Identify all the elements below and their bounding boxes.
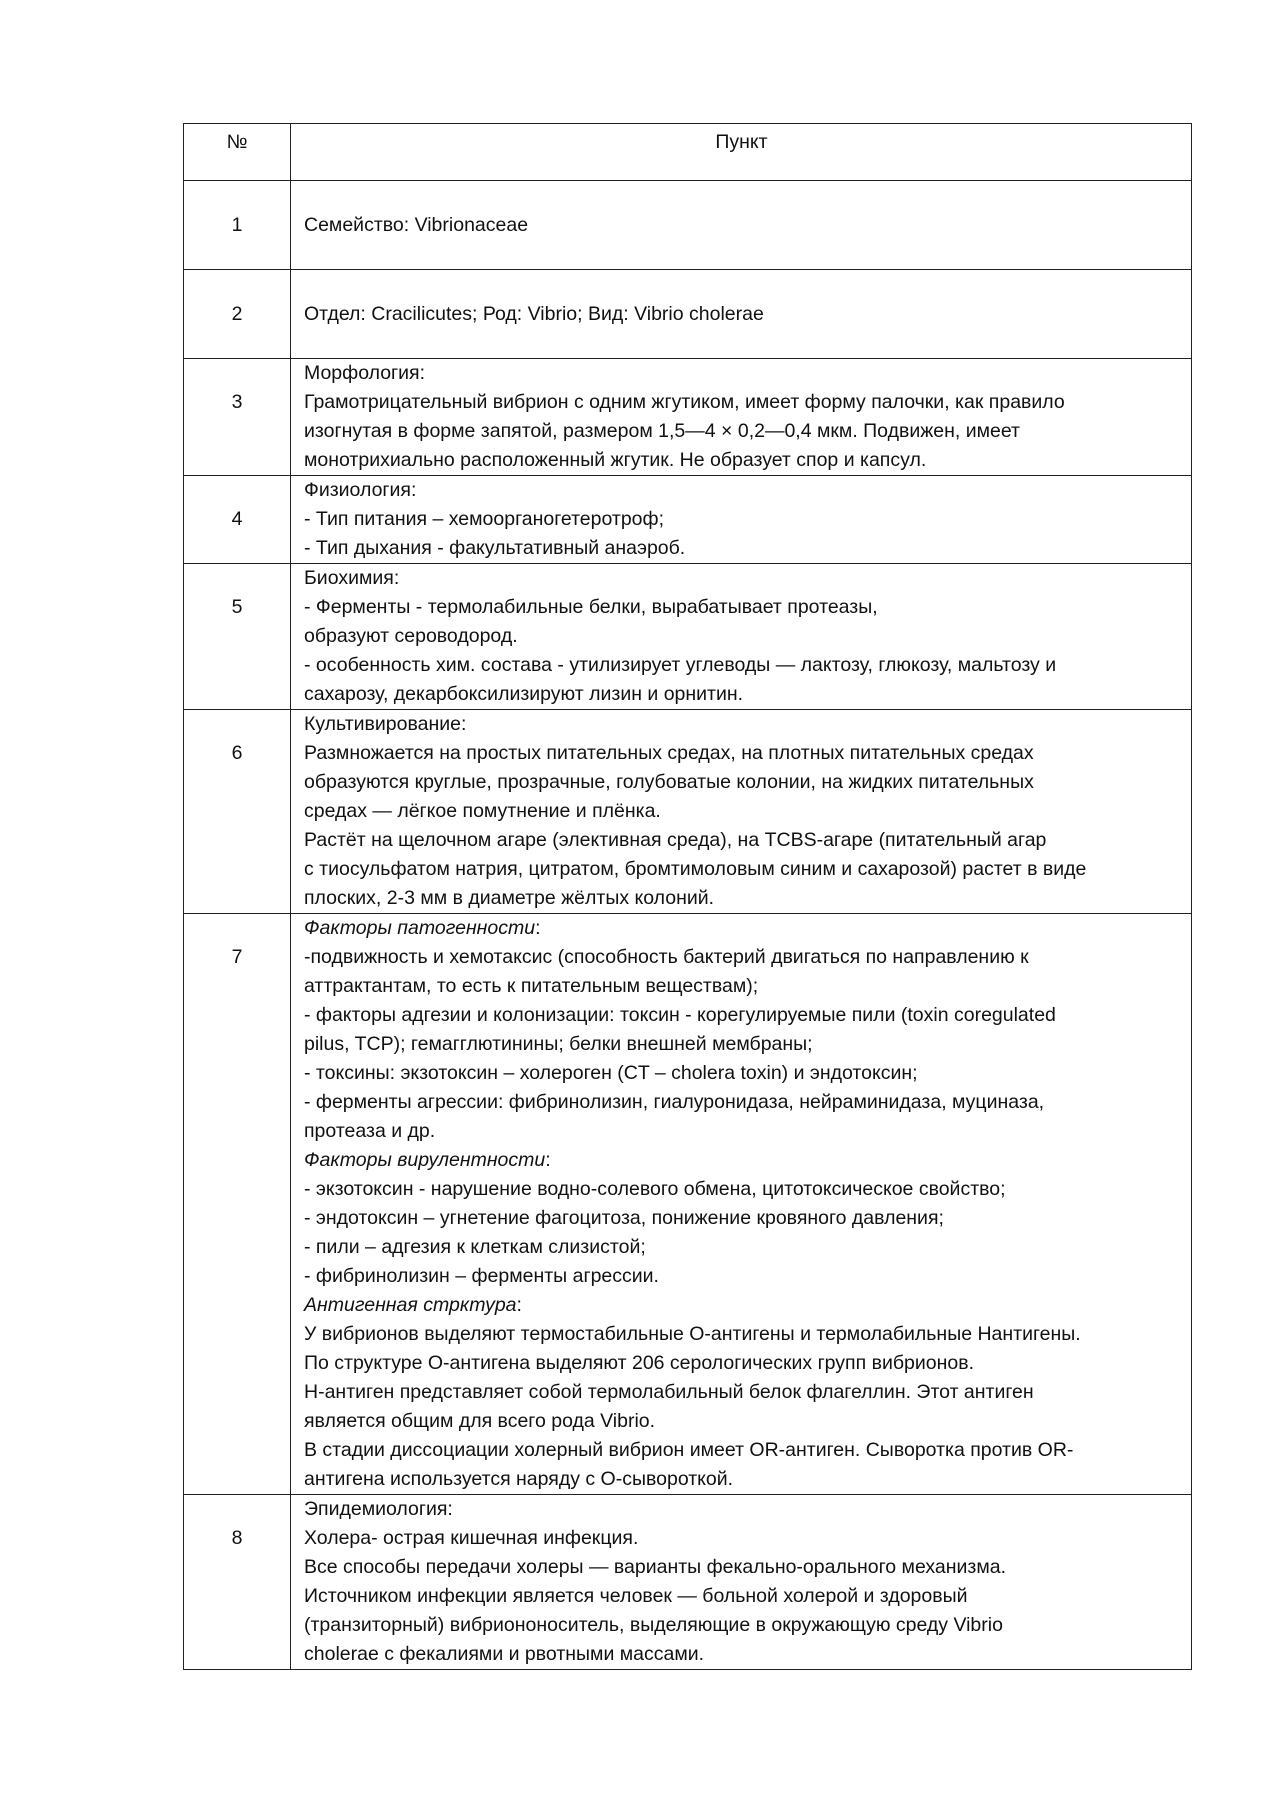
row-text-line: -подвижность и хемотаксис (способность бактерий двигаться по направлению к bbox=[304, 946, 1029, 968]
table-row bbox=[184, 564, 1192, 710]
table-body bbox=[184, 124, 1192, 1670]
row-content bbox=[291, 1495, 1192, 1670]
row-number-label: 6 bbox=[231, 742, 243, 764]
document-page bbox=[183, 123, 1191, 1670]
row-text-line: pilus, TCP); гемагглютинины; белки внешней мембраны; bbox=[304, 1033, 813, 1055]
row-text-line: Физиология: bbox=[304, 479, 417, 501]
row-content bbox=[291, 181, 1192, 270]
row-text-line: - пили – адгезия к клеткам слизистой; bbox=[304, 1236, 646, 1258]
row-text-line: - ферменты агрессии: фибринолизин, гиалуронидаза, нейраминидаза, муциназа, bbox=[304, 1091, 1045, 1113]
row-text-line: с тиосульфатом натрия, цитратом, бромтимоловым синим и сахарозой) растет в виде bbox=[304, 858, 1087, 880]
row-text-line: У вибрионов выделяют термостабильные О-антигены и термолабильные Нантигены. bbox=[304, 1323, 1081, 1345]
row-text-line: Отдел: Cracilicutes; Род: Vibrio; Вид: Vibrio cholerae bbox=[304, 302, 764, 325]
row-text-line: образуются круглые, прозрачные, голубоватые колонии, на жидких питательных bbox=[304, 771, 1034, 793]
row-number-label: 7 bbox=[231, 946, 243, 968]
row-text-line: - экзотоксин - нарушение водно-солевого обмена, цитотоксическое свойство; bbox=[304, 1178, 1006, 1200]
row-number-label: 3 bbox=[231, 391, 243, 413]
row-text-line: Холера- острая кишечная инфекция. bbox=[304, 1527, 639, 1549]
table-row bbox=[184, 710, 1192, 914]
row-text-line: Все способы передачи холеры — варианты фекально-орального механизма. bbox=[304, 1556, 1007, 1578]
row-number: 2 bbox=[184, 270, 291, 359]
table-row bbox=[184, 359, 1192, 476]
row-text-line: Эпидемиология: bbox=[304, 1498, 453, 1520]
row-text-line: В стадии диссоциации холерный вибрион имеет OR-антиген. Сыворотка против OR- bbox=[304, 1439, 1074, 1461]
row-text-line: Источником инфекции является человек — больной холерой и здоровый bbox=[304, 1585, 968, 1607]
row-text-line: Растёт на щелочном агаре (элективная среда), на TCBS-агаре (питательный агар bbox=[304, 829, 1047, 851]
row-text-line: - особенность хим. состава - утилизирует углеводы — лактозу, глюкозу, мальтозу и bbox=[304, 654, 1057, 676]
row-text-line: Н-антиген представляет собой термолабильный белок флагеллин. Этот антиген bbox=[304, 1381, 1034, 1403]
row-text-line: является общим для всего рода Vibrio. bbox=[304, 1410, 656, 1432]
row-number: 1 bbox=[184, 181, 291, 270]
section-heading-suffix: : bbox=[535, 917, 541, 939]
table-row bbox=[184, 476, 1192, 564]
header-item: Пункт bbox=[291, 124, 1192, 181]
row-number bbox=[184, 359, 291, 476]
row-text-line: изогнутая в форме запятой, размером 1,5—4 × 0,2—0,4 мкм. Подвижен, имеет bbox=[304, 420, 1020, 442]
section-heading-suffix: : bbox=[516, 1294, 522, 1316]
section-heading-suffix: : bbox=[545, 1149, 551, 1171]
row-text-line: аттрактантам, то есть к питательным веществам); bbox=[304, 975, 759, 997]
data-table bbox=[183, 123, 1192, 1670]
row-text-line: Культивирование: bbox=[304, 713, 467, 735]
row-text-line: монотрихиально расположенный жгутик. Не образует спор и капсул. bbox=[304, 449, 927, 471]
table-row bbox=[184, 914, 1192, 1495]
row-text-line: Размножается на простых питательных средах, на плотных питательных средах bbox=[304, 742, 1034, 764]
row-text-line: Грамотрицательный вибрион с одним жгутиком, имеет форму палочки, как правило bbox=[304, 391, 1065, 413]
section-heading-italic: Факторы патогенности bbox=[304, 917, 536, 939]
row-content bbox=[291, 359, 1192, 476]
row-text-line: сахарозу, декарбоксилизируют лизин и орнитин. bbox=[304, 683, 744, 705]
row-text-line: - Ферменты - термолабильные белки, вырабатывает протеазы, bbox=[304, 596, 878, 618]
row-text-line: Семейство: Vibrionaceae bbox=[304, 213, 529, 236]
row-number bbox=[184, 914, 291, 1495]
row-text-line: По структуре О-антигена выделяют 206 серологических групп вибрионов. bbox=[304, 1352, 974, 1374]
row-content bbox=[291, 270, 1192, 359]
row-number bbox=[184, 476, 291, 564]
row-content bbox=[291, 564, 1192, 710]
row-text-line: Биохимия: bbox=[304, 567, 400, 589]
table-header-row bbox=[184, 124, 1192, 181]
row-text-line bbox=[304, 1291, 1179, 1320]
row-number-label: 8 bbox=[231, 1527, 243, 1549]
row-text-line bbox=[304, 1146, 1179, 1175]
row-number-label: 4 bbox=[231, 508, 243, 530]
row-text-line bbox=[304, 914, 1179, 943]
row-number bbox=[184, 1495, 291, 1670]
row-text-line: - Тип дыхания - факультативный анаэроб. bbox=[304, 537, 686, 559]
row-text-line: - факторы адгезии и колонизации: токсин - корегулируемые пили (toxin coregulated bbox=[304, 1004, 1056, 1026]
row-text-line: средах — лёгкое помутнение и плёнка. bbox=[304, 800, 661, 822]
row-text-line: Морфология: bbox=[304, 362, 426, 384]
row-text-line: - Тип питания – хемоорганогетеротроф; bbox=[304, 508, 664, 530]
row-number-label: 5 bbox=[231, 596, 243, 618]
row-text-line: плоских, 2-3 мм в диаметре жёлтых колоний. bbox=[304, 887, 715, 909]
table-row bbox=[184, 181, 1192, 270]
header-number: № bbox=[184, 124, 291, 181]
row-number bbox=[184, 710, 291, 914]
section-heading-italic: Антигенная стрктура bbox=[304, 1294, 517, 1316]
row-text-line: - фибринолизин – ферменты агрессии. bbox=[304, 1265, 659, 1287]
row-text-line: протеаза и др. bbox=[304, 1120, 436, 1142]
row-number bbox=[184, 564, 291, 710]
row-text-line: cholerae с фекалиями и рвотными массами. bbox=[304, 1643, 705, 1665]
row-text-line: - эндотоксин – угнетение фагоцитоза, понижение кровяного давления; bbox=[304, 1207, 944, 1229]
row-content bbox=[291, 476, 1192, 564]
row-content bbox=[291, 914, 1192, 1495]
row-text-line: - токсины: экзотоксин – холероген (CT – cholera toxin) и эндотоксин; bbox=[304, 1062, 918, 1084]
row-content bbox=[291, 710, 1192, 914]
row-text-line: (транзиторный) вибриононоситель, выделяющие в окружающую среду Vibrio bbox=[304, 1614, 1003, 1636]
table-row bbox=[184, 1495, 1192, 1670]
table-row bbox=[184, 270, 1192, 359]
row-text-line: антигена используется наряду с О-сывороткой. bbox=[304, 1468, 734, 1490]
section-heading-italic: Факторы вирулентности bbox=[304, 1149, 546, 1171]
row-text-line: образуют сероводород. bbox=[304, 625, 518, 647]
